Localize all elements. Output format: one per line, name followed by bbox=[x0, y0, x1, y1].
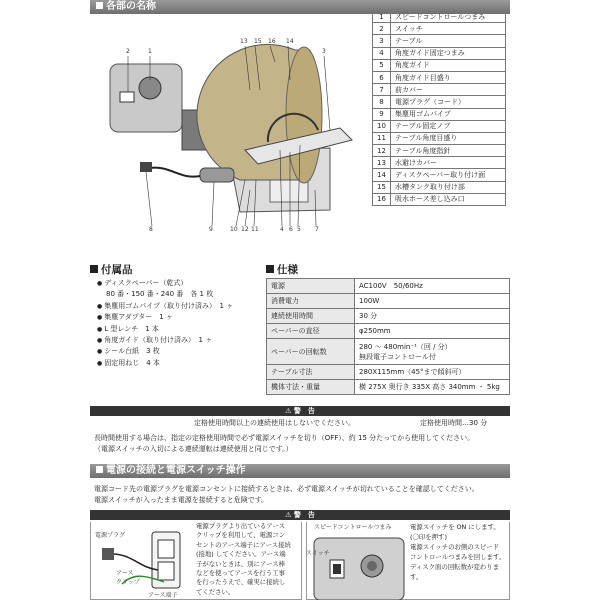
warning-icon: ⚠ bbox=[285, 407, 292, 415]
parts-row bbox=[373, 157, 506, 169]
part-name: 集塵用ゴムパイプ bbox=[391, 108, 506, 120]
parts-row bbox=[373, 59, 506, 71]
grounding-text-line: セントのアース端子にアース接続 bbox=[196, 540, 291, 549]
part-number: 5 bbox=[373, 59, 391, 71]
switch-text-line: コントロールつまみを回します。 bbox=[410, 553, 506, 561]
part-number: 10 bbox=[373, 120, 391, 132]
part-number: 11 bbox=[373, 132, 391, 144]
grounding-text-line: 電源プラグより出ているアース bbox=[196, 522, 285, 530]
spec-value: AC100V 50/60Hz bbox=[359, 282, 423, 290]
part-name: テーブル bbox=[391, 35, 506, 47]
part-number: 15 bbox=[373, 181, 391, 193]
clip-label: アース クリップ bbox=[116, 570, 140, 586]
accessory-item: ● 角度ガイド（取り付け済み） 1 ヶ bbox=[97, 335, 233, 346]
warning-bar: ⚠ 警 告 bbox=[90, 406, 510, 416]
spec-value: φ250mm bbox=[359, 327, 391, 335]
accessory-item: 80 番・150 番・240 番 各 1 枚 bbox=[106, 290, 214, 299]
spec-value: 280 ～ 480min⁻¹（回 / 分） bbox=[359, 342, 452, 351]
part-number: 3 bbox=[373, 35, 391, 47]
power-warning-bar: ⚠ 警 告 bbox=[90, 510, 510, 520]
spec-cell bbox=[355, 279, 510, 294]
part-number: 1 bbox=[373, 11, 391, 23]
spec-row bbox=[267, 324, 510, 339]
grounding-text-line: 子がないときは、別にアース棒 bbox=[196, 559, 285, 568]
warning-icon: ⚠ bbox=[285, 511, 292, 519]
spec-value: 横 275X 奥行き 335X 高さ 340mm ・ 5kg bbox=[359, 383, 500, 391]
part-name: テーブル角度指針 bbox=[391, 145, 506, 157]
parts-row bbox=[373, 96, 506, 108]
parts-row bbox=[373, 71, 506, 83]
switch-text bbox=[410, 522, 505, 582]
parts-row bbox=[373, 181, 506, 193]
diagram-number: 8 bbox=[149, 226, 153, 233]
part-name: スイッチ bbox=[391, 23, 506, 35]
switch-text-line: ディスク面の回転数が変わりま bbox=[410, 563, 499, 571]
part-number: 4 bbox=[373, 47, 391, 59]
spec-value-sub: 無段電子コントロール付 bbox=[359, 352, 436, 361]
spec-key: テーブル寸法 bbox=[267, 365, 355, 380]
part-number: 12 bbox=[373, 145, 391, 157]
parts-row bbox=[373, 193, 506, 205]
specs-heading: 仕様 bbox=[266, 262, 298, 277]
accessory-item: ● L 型レンチ 1 本 bbox=[97, 324, 233, 335]
spec-row bbox=[267, 279, 510, 294]
diagram-number: 4 bbox=[280, 226, 284, 233]
part-name: 角度ガイド bbox=[391, 59, 506, 71]
part-name: 吸水ホース差し込み口 bbox=[391, 193, 506, 205]
section-header-power: 電源の接続と電源スイッチ操作 bbox=[90, 464, 510, 478]
speed-knob-label: スピードコントロールつまみ bbox=[314, 524, 392, 531]
diagram-number: 10 bbox=[230, 226, 238, 233]
spec-row bbox=[267, 380, 510, 395]
parts-row bbox=[373, 35, 506, 47]
spec-row bbox=[267, 309, 510, 324]
switch-shape bbox=[120, 92, 134, 102]
accessories-heading: 付属品 bbox=[90, 262, 133, 277]
switch-text-line: す。 bbox=[410, 573, 423, 581]
part-number: 14 bbox=[373, 169, 391, 181]
diagram-number: 5 bbox=[297, 226, 301, 233]
warning-text-1: 長時間使用する場合は、指定の定格使用時間で必ず電源スイッチを切り（OFF）、約 15 分たってから使用してください。 bbox=[94, 434, 475, 442]
accessory-item: ● シール台紙 3 枚 bbox=[97, 346, 233, 357]
part-number: 16 bbox=[373, 193, 391, 205]
diagram-number: 16 bbox=[268, 38, 276, 45]
diagram-number: 7 bbox=[315, 226, 319, 233]
parts-row bbox=[373, 108, 506, 120]
parts-table bbox=[372, 10, 506, 206]
specs-table bbox=[266, 278, 510, 395]
spec-row bbox=[267, 365, 510, 380]
parts-row bbox=[373, 120, 506, 132]
switch-text-line: (〇印を押す) bbox=[410, 533, 447, 541]
spec-cell bbox=[355, 365, 510, 380]
spec-value: 280X115mm（45°まで傾斜可） bbox=[359, 368, 466, 376]
part-name: テーブル角度目盛り bbox=[391, 132, 506, 144]
part-number: 8 bbox=[373, 96, 391, 108]
part-number: 7 bbox=[373, 84, 391, 96]
grounding-text-line: (接地) してください。アース端 bbox=[196, 550, 286, 559]
accessory-item: ● 集塵アダプター 1 ヶ bbox=[97, 312, 233, 323]
diagram-number: 2 bbox=[126, 48, 130, 55]
accessory-item: ● 集塵用ゴムパイプ（取り付け済み） 1 ヶ bbox=[97, 301, 233, 312]
grounding-text-line: てください。 bbox=[196, 587, 235, 596]
part-name: 水避けカバー bbox=[391, 157, 506, 169]
switch-text-line: 電源スイッチを ON にします。 bbox=[410, 523, 500, 531]
spec-value: 100W bbox=[359, 297, 380, 305]
spec-cell bbox=[355, 324, 510, 339]
part-name: 角度ガイド目盛り bbox=[391, 71, 506, 83]
diagram-number: 6 bbox=[289, 226, 293, 233]
spec-key: ペーパーの直径 bbox=[267, 324, 355, 339]
square-icon bbox=[96, 466, 103, 473]
accessory-item: ● 固定用ねじ 4 本 bbox=[97, 358, 233, 369]
parts-row bbox=[373, 23, 506, 35]
square-icon bbox=[96, 2, 103, 9]
spec-key: 機体寸法・重量 bbox=[267, 380, 355, 395]
part-name: 前カバー bbox=[391, 84, 506, 96]
part-number: 9 bbox=[373, 108, 391, 120]
parts-row bbox=[373, 47, 506, 59]
switch-label: スイッチ bbox=[306, 550, 330, 557]
spec-value: 30 分 bbox=[359, 312, 378, 320]
grounding-text-line: などを使ってアースを行う工事 bbox=[196, 569, 285, 578]
plug-label: 電源プラグ bbox=[95, 532, 126, 539]
parts-row bbox=[373, 84, 506, 96]
spec-cell bbox=[355, 309, 510, 324]
diagram-number: 12 bbox=[241, 226, 249, 233]
parts-row bbox=[373, 132, 506, 144]
spec-cell bbox=[355, 294, 510, 309]
square-icon bbox=[90, 265, 98, 273]
terminal-label: アース端子 bbox=[148, 592, 178, 599]
diagram-number: 15 bbox=[254, 38, 262, 45]
switch-text-line: 電源スイッチのお側のスピード bbox=[410, 543, 499, 551]
spec-key: ペーパーの回転数 bbox=[267, 339, 355, 365]
warning-text-2: （電源スイッチの入切による連続運転は連続使用と同じです。） bbox=[94, 445, 293, 453]
machine-diagram bbox=[90, 30, 370, 235]
parts-row bbox=[373, 11, 506, 23]
power-text-2: 電源スイッチが入ったまま電源を接続すると危険です。 bbox=[94, 496, 269, 504]
spec-key: 連続使用時間 bbox=[267, 309, 355, 324]
part-name: 電源プラグ（コード） bbox=[391, 96, 506, 108]
part-number: 13 bbox=[373, 157, 391, 169]
switch-illustration bbox=[308, 524, 408, 600]
section-header-names: 各部の名称 bbox=[90, 0, 510, 14]
parts-row bbox=[373, 169, 506, 181]
diagram-number: 11 bbox=[251, 226, 259, 233]
square-icon bbox=[266, 265, 274, 273]
part-name: テーブル固定ノブ bbox=[391, 120, 506, 132]
accessory-item: ● ディスクペーパー（乾式） bbox=[97, 278, 233, 289]
grounding-text bbox=[196, 522, 291, 597]
part-name: ディスクペーパー取り付け面 bbox=[391, 169, 506, 181]
diagram-number: 9 bbox=[209, 226, 213, 233]
spec-cell bbox=[355, 339, 510, 365]
part-name: スピードコントロールつまみ bbox=[391, 11, 506, 23]
spec-cell bbox=[355, 380, 510, 395]
power-text-1: 電源コード先の電源プラグを電源コンセントに接続するときは、必ず電源スイッチが切れていることを確認してください。 bbox=[94, 485, 479, 493]
spec-row bbox=[267, 294, 510, 309]
part-name: 角度ガイド固定つまみ bbox=[391, 47, 506, 59]
diagram-number: 13 bbox=[240, 38, 248, 45]
grounding-text-line: を行ったうえで、確実に接続し bbox=[196, 578, 286, 587]
diagram-number: 1 bbox=[148, 48, 152, 55]
spec-key: 電源 bbox=[267, 279, 355, 294]
accessories-list bbox=[97, 278, 233, 369]
spec-row bbox=[267, 339, 510, 365]
spec-key: 消費電力 bbox=[267, 294, 355, 309]
part-name: 水槽タンク取り付け部 bbox=[391, 181, 506, 193]
part-number: 2 bbox=[373, 23, 391, 35]
diagram-number: 3 bbox=[322, 48, 326, 55]
grounding-text-line: クリップを利用して、電源コン bbox=[196, 531, 286, 540]
diagram-number: 14 bbox=[286, 38, 294, 45]
parts-row bbox=[373, 145, 506, 157]
part-number: 6 bbox=[373, 71, 391, 83]
